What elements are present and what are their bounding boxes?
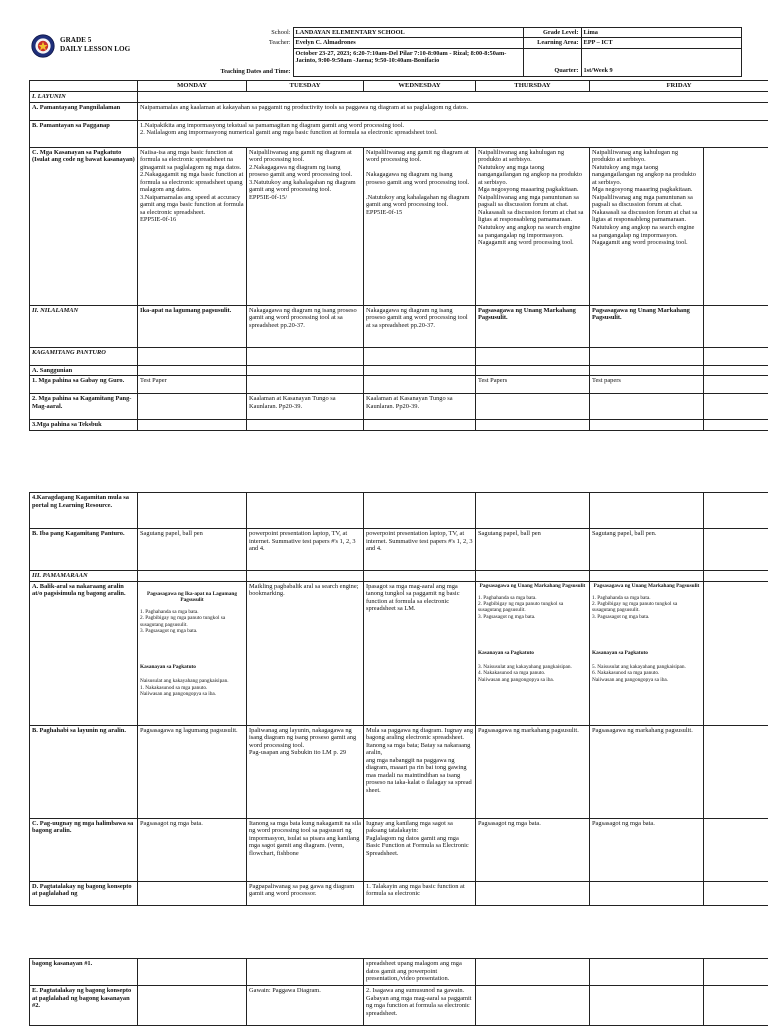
balik-thu-title: Pagsasagawa ng Unang Markahang Pagsusulit <box>478 583 587 589</box>
balik-aral-tuesday: Maikling pagbabalik aral sa search engine; bookmarking. <box>247 581 364 725</box>
blank-cell <box>476 571 590 582</box>
balik-thu-subtitle: Kasanayan sa Pagkatuto <box>478 650 587 656</box>
quarter-label: Quarter: <box>523 48 581 76</box>
pagtalakay2-thursday <box>476 986 590 1026</box>
day-wednesday: WEDNESDAY <box>364 81 476 92</box>
blank-cell <box>704 986 768 1026</box>
pamantayang-pangnilalaman-label: A. Pamantayang Pangnilalaman <box>30 102 138 120</box>
kagamitang-mag-aaral-label: 2. Mga pahina sa Kagamitang Pang-Mag-aaral. <box>30 394 138 420</box>
teacher-label: Teacher: <box>185 38 293 48</box>
kasanayan-tuesday: Naipaliliwanag ang gamit ng diagram at word processing tool. 2.Nakagagawa ng diagram ng isang proseso gamit ang word processing tool. 3.Natutukoy ang kahalagahan ng diagram gamit ang word processing tool. EPP5IE-0f-15/ <box>247 147 364 305</box>
pag-uugnay-monday: Pagsasagot ng mga bata. <box>138 818 247 881</box>
paghahabi-wednesday: Mula sa paggawa ng diagram. Iugnay ang bagong araling electronic spreadsheet. Itanong sa mga bata; Batay sa nakaraang aralin, ang mga nabanggit na paggawa ng diagram, maaari pa rin bai tong gawing mas madali na maintindihan sa isang proseso na iaka-kalat o ilalagay sa spread sheet. <box>364 725 476 818</box>
iba-pang-label: B. Iba pang Kagamitang Panturo. <box>30 529 138 571</box>
blank-cell <box>364 347 476 365</box>
iba-pang-monday: Sagutang papel, ball pen <box>138 529 247 571</box>
kagamitang-mag-aaral-friday <box>590 394 704 420</box>
pagtalakay2-label: E. Pagtatalakay ng bagong konsepto at paglalahad ng bagong kasanayan #2. <box>30 986 138 1026</box>
pamantayan-pagganap-text: 1.Naipakikita ang impormasyong tekstual sa pamamagitan ng diagram gamit ang word processing tool. 2. Nailalagom ang impormasyong numerical gamit ang mga basic function at formula sa electronic spreadsheet tool. <box>138 120 768 147</box>
blank-cell <box>476 493 590 529</box>
blank-cell <box>704 376 768 394</box>
gabay-monday: Test Paper <box>138 376 247 394</box>
balik-aral-label: A. Balik-aral sa nakaraang aralin at/o pagsisimula ng bagong aralin. <box>30 581 138 725</box>
deped-seal-icon <box>31 34 55 58</box>
bagong-kasanayan-label: bagong kasanayan #1. <box>30 959 138 986</box>
paghahabi-thursday: Pagsasagawa ng markahang pagsusulit. <box>476 725 590 818</box>
kagamitang-mag-aaral-tuesday: Kaalaman at Kasanayan Tungo sa Kaunlaran. Pp20-39. <box>247 394 364 420</box>
blank-cell <box>138 420 247 431</box>
learning-area-value: EPP – ICT <box>581 38 741 48</box>
bagong-thursday <box>476 959 590 986</box>
balik-aral-friday <box>590 581 704 725</box>
kasanayan-thursday: Naipaliliwanag ang kahulugan ng produkto at serbisyo. Natutukoy ang mga taong nangangailangan ng angkop na produkto at serbisyo. Mga negosyong maaaring pagkakitaan. Naipaliliwanag ang mga panuntunan sa pagsali sa discussion forum at chat. Nakasasali sa discussion forum at chat sa ligtas at responsableng pamamaraan. Natutukoy ang angkop na search engine sa pangangalap ng impormasyon. Nagagamit ang word processing tool. <box>476 147 590 305</box>
blank-cell <box>704 571 768 582</box>
blank-cell <box>247 347 364 365</box>
dates-label: Teaching Dates and Time: <box>185 48 293 76</box>
balik-fri-sub-items: 5. Naisusulat ang kakayahang pangkaisipan. 6. Nakakasunod sa mga panuto. Naiiwasan ang pangongopya sa iba. <box>592 664 701 683</box>
nilalaman-monday: Ika-apat na lagumang pagsusulit. <box>138 305 247 347</box>
nilalaman-tuesday: Nakagagawa ng diagram ng isang proseso gamit ang word processing tool at sa spreadsheet pp.20-37. <box>247 305 364 347</box>
nilalaman-extra <box>704 305 768 347</box>
kasanayan-extra <box>704 147 768 305</box>
iba-pang-wednesday: powerpoint presentation laptop, TV, at internet. Summative test papers #'s 1, 2, 3 and 4. <box>364 529 476 571</box>
blank-cell <box>364 420 476 431</box>
days-header-row <box>29 80 768 92</box>
blank-cell <box>476 365 590 376</box>
pagtalakay2-monday <box>138 986 247 1026</box>
teksbuk-label: 3.Mga pahina sa Teksbuk <box>30 420 138 431</box>
blank-cell <box>704 581 768 725</box>
balik-thu-sub-items: 3. Naisusulat ang kakayahang pangkaisipan. 4. Nakakasunod sa mga panuto. Naiiwasan ang pangongopya sa iba. <box>478 664 587 683</box>
day-tuesday: TUESDAY <box>247 81 364 92</box>
lesson-table-page1 <box>29 91 768 431</box>
blank-cell <box>138 571 247 582</box>
paghahabi-friday: Pagsasagawa ng markahang pagsusulit. <box>590 725 704 818</box>
pagtalakay2-friday <box>590 986 704 1026</box>
blank-cell <box>247 420 364 431</box>
kasanayan-label: C. Mga Kasanayan sa Pagkatuto (Isulat ang code ng bawat kasanayan) <box>30 147 138 305</box>
karagdagang-label: 4.Karagdagang Kagamitan mula sa portal ng Learning Resource. <box>30 493 138 529</box>
balik-aral-wednesday: Ipasagot sa mga mag-aaral ang mga tanong tungkol sa paggamit ng basic function at formula sa electronic spreadsheet sa LM. <box>364 581 476 725</box>
pagtalakay1-tuesday: Pagpapaliwanag sa pag gawa ng diagram gamit ang word processor. <box>247 881 364 905</box>
balik-mon-sub-items: Naisusulat ang kakayahang pangkaisipan. 1. Nakakasunod sa mga panuto. Naiiwasan ang pangongopya sa iba. <box>140 678 244 697</box>
blank-cell <box>704 881 768 905</box>
blank-cell <box>704 818 768 881</box>
blank-cell <box>138 347 247 365</box>
day-thursday: THURSDAY <box>476 81 590 92</box>
gabay-label: 1. Mga pahina sa Gabay ng Guro. <box>30 376 138 394</box>
blank-cell <box>704 529 768 571</box>
blank-cell <box>476 420 590 431</box>
pagtalakay1-label: D. Pagtatalakay ng bagong konsepto at paglalahad ng <box>30 881 138 905</box>
blank-cell <box>704 365 768 376</box>
lesson-table-page3 <box>29 958 768 1026</box>
kasanayan-friday: Naipaliliwanag ang kahulugan ng produkto at serbisyo. Natutukoy ang mga taong nangangailangan ng angkop na produkto at serbisyo. Mga negosyong maaaring pagkakitaan. Naipaliliwanag ang mga panuntunan sa pagsali sa discussion forum at chat. Nakasasali sa discussion forum at chat sa ligtas at responsableng pamamaraan. Natutukoy ang angkop na search engine sa pangangalap ng impormasyon. Nagagamit ang word processing tool. <box>590 147 704 305</box>
grade-level-label: Grade Level: <box>523 28 581 38</box>
iba-pang-friday: Sagutang papel, ball pen. <box>590 529 704 571</box>
kagamitang-heading: KAGAMITANG PANTURO <box>30 347 138 365</box>
lesson-table-page2 <box>29 492 768 906</box>
bagong-wednesday: spreadsheet upang malagom ang mga datos gamit ang powerpoint presentation,/video presentation. <box>364 959 476 986</box>
days-corner <box>30 81 138 92</box>
balik-aral-monday <box>138 581 247 725</box>
pag-uugnay-friday: Pagsasagot ng mga bata. <box>590 818 704 881</box>
blank-cell <box>476 347 590 365</box>
gabay-tuesday <box>247 376 364 394</box>
nilalaman-friday: Pagsasagawa ng Unang Markahang Pagsusulit. <box>590 305 704 347</box>
blank-cell <box>364 365 476 376</box>
blank-cell <box>704 959 768 986</box>
layunin-blank <box>138 92 768 103</box>
bagong-tuesday <box>247 959 364 986</box>
kasanayan-monday: Naiisa-isa ang mga basic function at formula sa electronic spreadsheet na ginagamit sa paglalagom ng mga datos. 2.Nakagagamit ng mga basic function at formula sa electronic spreadsheet upang malagom ang datos. 3.Naipamamalas ang speed at accuracy gamit ang mga basic function at formula sa electronic spreadsheet. EPP5IE-0f-16 <box>138 147 247 305</box>
bagong-monday <box>138 959 247 986</box>
kagamitang-mag-aaral-monday <box>138 394 247 420</box>
blank-cell <box>590 347 704 365</box>
nilalaman-thursday: Pagsasagawa ng Unang Markahang Pagsusulit. <box>476 305 590 347</box>
school-value: LANDAYAN ELEMENTARY SCHOOL <box>293 28 523 38</box>
pamantayan-pagganap-label: B. Pamantayan sa Pagganap <box>30 120 138 147</box>
blank-cell <box>247 571 364 582</box>
paghahabi-tuesday: Ipaliwanag ang layunin, nakagagawa ng isang diagram ng isang proseso gamit ang word processing tool. Pag-usapan ang Subukin ito LM p. 29 <box>247 725 364 818</box>
pagtalakay2-wednesday: 2. Isagawa ang sumusunod na gawain. Gabayan ang mga mag-aaral sa paggamit ng mga function at formula sa electronic spreadsheet. <box>364 986 476 1026</box>
dates-value: October 23-27, 2023; 6:20-7:10am-Del Pilar 7:10-8:00am - Rizal; 8:00-8:50am-Jacinto, 9:00-9:50am -Jaena; 9:50-10:40am-Bonifacio <box>293 48 523 76</box>
school-label: School: <box>185 28 293 38</box>
blank-cell <box>590 365 704 376</box>
balik-fri-subtitle: Kasanayan sa Pagkatuto <box>592 650 701 656</box>
header-info-table <box>185 27 742 77</box>
balik-fri-title: Pagsasagawa ng Unang Markahang Pagsusulit <box>592 583 701 589</box>
blank-cell <box>704 394 768 420</box>
grade-title: GRADE 5 <box>60 36 130 45</box>
pagtalakay1-friday <box>590 881 704 905</box>
header-title <box>60 36 130 54</box>
pagtalakay2-tuesday: Gawain: Paggawa Diagram. <box>247 986 364 1026</box>
day-monday: MONDAY <box>138 81 247 92</box>
sanggunian-label: A. Sanggunian <box>30 365 138 376</box>
layunin-heading: I. LAYUNIN <box>30 92 138 103</box>
pamamaraan-heading: III. PAMAMARAAN <box>30 571 138 582</box>
pag-uugnay-label: C. Pag-uugnay ng mga halimbawa sa bagong aralin. <box>30 818 138 881</box>
dll-title: DAILY LESSON LOG <box>60 45 130 54</box>
pagtalakay1-thursday <box>476 881 590 905</box>
bagong-friday <box>590 959 704 986</box>
kagamitang-mag-aaral-wednesday: Kaalaman at Kasanayan Tungo sa Kaunlaran. Pp20-39. <box>364 394 476 420</box>
day-friday: FRIDAY <box>590 81 768 92</box>
blank-cell <box>704 493 768 529</box>
balik-mon-subtitle: Kasanayan sa Pagkatuto <box>140 664 244 670</box>
blank-cell <box>590 571 704 582</box>
paghahabi-monday: Pagsasagawa ng lagumang pagsusulit. <box>138 725 247 818</box>
iba-pang-thursday: Sagutang papel, ball pen <box>476 529 590 571</box>
blank-cell <box>364 493 476 529</box>
balik-mon-steps: 1. Paghahanda sa mga bata. 2. Pagbibigay ng mga panuto tungkol sa susagutang pagsusulit. 3. Pagsasagot ng mga bata. <box>140 609 244 634</box>
gabay-wednesday <box>364 376 476 394</box>
pag-uugnay-thursday: Pagsasagot ng mga bata. <box>476 818 590 881</box>
blank-cell <box>590 493 704 529</box>
gabay-thursday: Test Papers <box>476 376 590 394</box>
nilalaman-wednesday: Nakagagawa ng diagram ng isang proseso gamit ang word processing tool at sa spreadsheet pp.20-37. <box>364 305 476 347</box>
blank-cell <box>364 571 476 582</box>
quarter-value: 1st/Week 9 <box>581 48 741 76</box>
balik-mon-title: Pagsasagawa ng Ika-apat na Lagumang Pagsusulit <box>140 591 244 604</box>
nilalaman-heading: II. NILALAMAN <box>30 305 138 347</box>
learning-area-label: Learning Area: <box>523 38 581 48</box>
pag-uugnay-tuesday: Itanong sa mga bata kung nakagamit na sila ng word processing tool sa pagsusuri ng impormasyon, isulat sa pisara ang kanilang mga sagot gamit ang diagram. (venn, flowchart, fishbone <box>247 818 364 881</box>
gabay-friday: Test papers <box>590 376 704 394</box>
pamantayang-pangnilalaman-text: Naipamamalas ang kaalaman at kakayahan sa paggamit ng productivity tools sa paggawa ng diagram at sa paglalagom ng datos. <box>138 102 768 120</box>
paghahabi-label: B. Paghahabi sa layunin ng aralin. <box>30 725 138 818</box>
balik-aral-thursday <box>476 581 590 725</box>
balik-thu-steps: 1. Paghahanda sa mga bata. 2. Pagbibigay ng mga panuto tungkol sa susagutang pagsusulit. 3. Pagsasagot ng mga bata. <box>478 595 587 620</box>
blank-cell <box>704 420 768 431</box>
iba-pang-tuesday: powerpoint presentation laptop, TV, at internet. Summative test papers #'s 1, 2, 3 and 4. <box>247 529 364 571</box>
kasanayan-wednesday: Naipaliliwanag ang gamit ng diagram at word processing tool. Nakagagawa ng diagram ng isang proseso gamit ang word processing tool. .Natutukoy ang kahalagahan ng diagram gamit ang word processing tool. EPP5IE-0f-15 <box>364 147 476 305</box>
blank-cell <box>138 493 247 529</box>
blank-cell <box>138 365 247 376</box>
pag-uugnay-wednesday: Iugnay ang kanilang mga sagot sa paksang tatalakayin: Paglalagom ng datos gamit ang mga Basic Function at Formula sa Electronic Spreadsheet. <box>364 818 476 881</box>
teacher-value: Evelyn C. Almadrones <box>293 38 523 48</box>
grade-level-value: Lima <box>581 28 741 38</box>
pagtalakay1-wednesday: 1. Talakayin ang mga basic function at formula sa electronic <box>364 881 476 905</box>
pagtalakay1-monday <box>138 881 247 905</box>
blank-cell <box>704 347 768 365</box>
blank-cell <box>247 493 364 529</box>
blank-cell <box>704 725 768 818</box>
blank-cell <box>247 365 364 376</box>
balik-fri-steps: 1. Paghahanda sa mga bata. 2. Pagbibigay ng mga panuto tungkol sa susagutang pagsusulit. 3. Pagsasagot ng mga bata. <box>592 595 701 620</box>
kagamitang-mag-aaral-thursday <box>476 394 590 420</box>
blank-cell <box>590 420 704 431</box>
